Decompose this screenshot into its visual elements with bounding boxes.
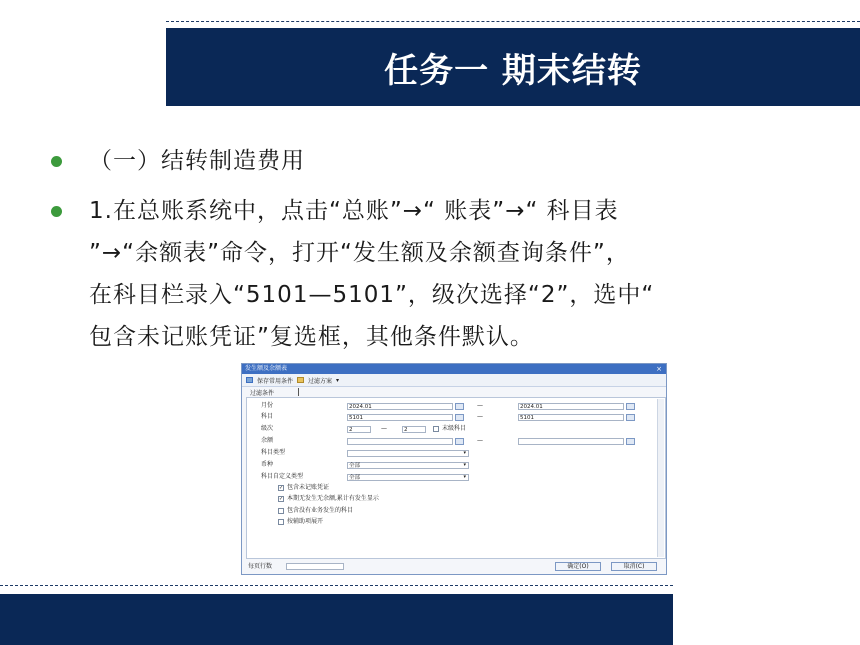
calc-icon[interactable] [455, 438, 464, 445]
footer-banner [0, 594, 673, 645]
expand-auxiliary-checkbox[interactable] [278, 519, 284, 525]
top-divider [166, 21, 860, 22]
custom-type-value: 全部 [349, 475, 361, 481]
custom-type-label: 科目自定义类型 [261, 473, 304, 480]
range-dash: — [477, 413, 483, 420]
subject-to-field[interactable]: 5101 [518, 414, 624, 421]
bullet-text: 在科目栏录入“5101—5101”，级次选择“2”，选中“ [89, 282, 655, 308]
balance-label: 余额 [261, 437, 274, 444]
leaf-subject-label: 末级科目 [442, 425, 467, 432]
rows-per-page-field[interactable] [286, 563, 344, 570]
chevron-down-icon: ▾ [463, 462, 466, 468]
filter-scheme-button[interactable]: 过滤方案 [308, 377, 333, 385]
balance-from-field[interactable] [347, 438, 453, 445]
range-dash: — [477, 402, 483, 409]
calendar-icon[interactable] [455, 403, 464, 410]
calendar-icon[interactable] [626, 403, 635, 410]
title-banner [166, 28, 860, 106]
include-unposted-checkbox[interactable]: ✓ [279, 485, 284, 491]
tab-separator [298, 388, 299, 396]
subject-type-select[interactable] [347, 450, 469, 457]
query-dialog [241, 363, 667, 575]
include-no-activity-checkbox[interactable] [278, 508, 284, 514]
currency-label: 币种 [261, 461, 274, 468]
level-from-stepper[interactable]: 2 [347, 426, 371, 433]
ok-button[interactable]: 确定(O) [555, 562, 601, 571]
save-icon [246, 377, 253, 383]
range-dash: — [477, 437, 483, 444]
chevron-down-icon[interactable]: ▾ [336, 376, 340, 384]
bottom-divider [0, 585, 673, 586]
subject-label: 科目 [261, 413, 274, 420]
range-dash: — [381, 425, 387, 432]
lookup-icon[interactable] [626, 414, 635, 421]
level-to-stepper[interactable]: 2 [402, 426, 426, 433]
leaf-subject-checkbox[interactable] [433, 426, 439, 432]
balance-to-field[interactable] [518, 438, 624, 445]
rows-per-page-label: 每页行数 [248, 563, 273, 570]
level-label: 级次 [261, 425, 274, 432]
filter-panel [246, 397, 666, 559]
chevron-down-icon: ▾ [463, 474, 466, 480]
dialog-title: 发生额及余额表 [245, 365, 288, 372]
checkbox-label: 按辅助项展开 [287, 518, 324, 525]
subject-type-label: 科目类型 [261, 449, 286, 456]
lookup-icon[interactable] [455, 414, 464, 421]
currency-value: 全部 [349, 463, 361, 469]
show-accumulated-checkbox[interactable]: ✓ [279, 496, 284, 502]
bullet-text: 包含未记账凭证”复选框，其他条件默认。 [89, 324, 534, 350]
dialog-toolbar [242, 374, 666, 387]
month-to-field[interactable]: 2024.01 [518, 403, 624, 410]
custom-type-select[interactable] [347, 474, 469, 481]
month-label: 月份 [261, 402, 274, 409]
dialog-titlebar [242, 364, 666, 374]
checkbox-label: 包含没有业务发生的科目 [287, 507, 354, 514]
tab-filter-conditions[interactable]: 过滤条件 [250, 390, 275, 397]
checkbox-label: 包含未记账凭证 [287, 484, 330, 491]
bullet-text: （一）结转制造费用 [89, 148, 305, 174]
save-condition-button[interactable]: 保存常用条件 [257, 377, 294, 385]
close-icon[interactable]: × [656, 365, 662, 373]
bullet-dot [51, 206, 62, 217]
bullet-text: 1.在总账系统中，点击“总账”→“ 账表”→“ 科目表 [89, 198, 619, 224]
bullet-dot [51, 156, 62, 167]
dialog-footer [242, 560, 666, 574]
bullet-text: ”→“余额表”命令，打开“发生额及余额查询条件”， [89, 240, 630, 266]
chevron-down-icon: ▾ [463, 450, 466, 456]
cancel-button[interactable]: 取消(C) [611, 562, 657, 571]
checkbox-label: 本期无发生无余额,累计有发生显示 [287, 495, 379, 502]
slide-title: 任务一 期末结转 [384, 50, 642, 91]
folder-icon [297, 377, 304, 383]
subject-from-field[interactable]: 5101 [347, 414, 453, 421]
calc-icon[interactable] [626, 438, 635, 445]
panel-scrollbar[interactable] [657, 399, 664, 557]
currency-select[interactable] [347, 462, 469, 469]
month-from-field[interactable]: 2024.01 [347, 403, 453, 410]
